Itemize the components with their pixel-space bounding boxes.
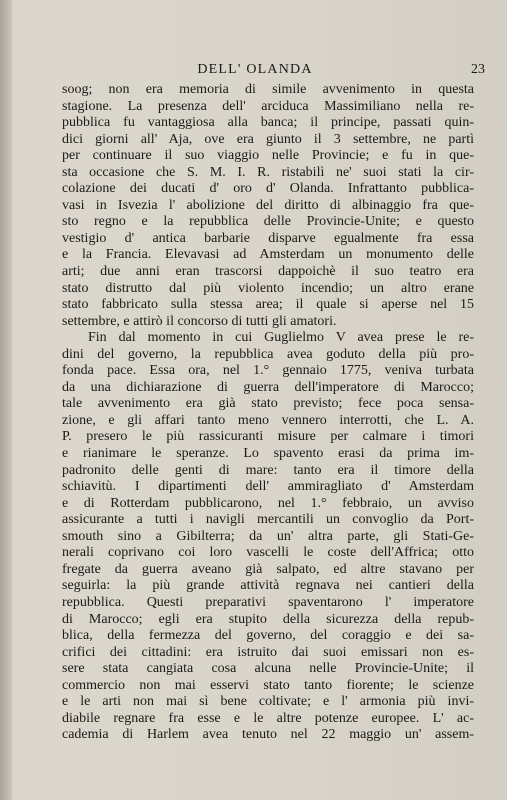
text-line: smouth sino a Gibilterra; da un' altra parte, gli Stati-Ge- [62,528,474,544]
body-text [62,82,474,744]
text-line: vasi in Isvezia l' abolizione del diritto di albinaggio fra que- [62,197,474,213]
text-line: per continuare il suo viaggio nelle Provincie; e fu in que- [62,148,474,164]
text-line: cademia di Harlem avea tenuto nel 22 maggio un' assem- [62,727,474,743]
binding-gutter [0,0,12,800]
text-line: soog; non era memoria di simile avvenimento in questa [62,82,474,97]
paragraph-2 [62,330,474,744]
text-line: fregate da guerra aveano già salpato, ed altre stavano per [62,561,474,577]
page-header [0,62,507,82]
text-line: assicurante a tutti i navigli mercantili un convoglio da Port- [62,512,474,528]
text-line: seguirla: la più grande attività regnava nei cantieri della [62,578,474,594]
text-line: P. presero le più rassicuranti misure per calmare i timori [62,429,474,445]
text-line: nerali coprivano coi loro vascelli le coste dell'Affrica; otto [62,545,474,561]
paragraph-1 [62,82,474,330]
text-line: crifici dei cittadini: era istruito dai suoi emissari non es- [62,644,474,660]
text-line: blica, della fermezza del governo, del coraggio e dei sa- [62,628,474,644]
text-line: da una dichiarazione di guerra dell'imperatore di Marocco; [62,379,474,395]
text-line: sere stata cangiata cosa alcuna nelle Provincie-Unite; il [62,661,474,677]
text-line: tale avvenimento era già stato previsto; fece poca sensa- [62,396,474,412]
text-line: di Marocco; egli era stupito della sicurezza della repub- [62,611,474,627]
text-line: colazione dei ducati d' oro d' Olanda. Infrattanto pubblica- [62,181,474,197]
text-line: pubblica fu vantaggiosa alla banca; il principe, passati quin- [62,115,474,131]
page-number: 23 [471,62,485,77]
text-line: vestigio d' antica barbarie disparve egualmente fra essa [62,230,474,246]
text-line: commercio non mai esservi stato tanto fiorente; le scienze [62,677,474,693]
text-line: stagione. La presenza dell' arciduca Massimiliano nella re- [62,98,474,114]
running-title: DELL' OLANDA [197,62,313,77]
text-line: sto regno e la repubblica delle Provincie-Unite; e questo [62,214,474,230]
text-line: padronito delle genti di mare: tanto era il timore della [62,462,474,478]
text-line: Fin dal momento in cui Guglielmo V avea prese le re- [88,330,474,346]
text-line: arti; due anni eran trascorsi dappoichè il suo teatro era [62,264,474,280]
text-line: e le arti non mai sì bene coltivate; e l' armonia più invi- [62,694,474,710]
text-line: stato distrutto dal più violento incendio; un altro erane [62,280,474,296]
text-line: dini del governo, la repubblica avea goduto della più pro- [62,346,474,362]
text-line: sta occasione che S. M. I. R. ristabilì ne' suoi stati la cir- [62,164,474,180]
text-line: settembre, e attirò il concorso di tutti gli amatori. [62,313,337,329]
text-line: repubblica. Questi preparativi spaventarono l' imperatore [62,594,474,610]
text-line: diabile regnare fra esse e le altre potenze europee. L' ac- [62,710,474,726]
text-line: stato fabbricato sulla stessa area; il quale si aperse nel 15 [62,297,474,313]
text-line: e rianimare le speranze. Lo spavento erasi da prima im- [62,446,474,462]
text-line: zione, e gli affari tanto meno vennero interrotti, che L. A. [62,412,474,428]
text-line: e la Francia. Elevavasi ad Amsterdam un monumento delle [62,247,474,263]
text-line: e di Rotterdam pubblicarono, nel 1.° febbraio, un avviso [62,495,474,511]
text-line: schiavitù. I dipartimenti dell' ammiragliato d' Amsterdam [62,479,474,495]
text-line: dici giorni all' Aja, ove era giunto il 3 settembre, ne partì [62,131,474,147]
text-line: fonda pace. Essa ora, nel 1.° gennaio 1775, veniva turbata [62,363,474,379]
